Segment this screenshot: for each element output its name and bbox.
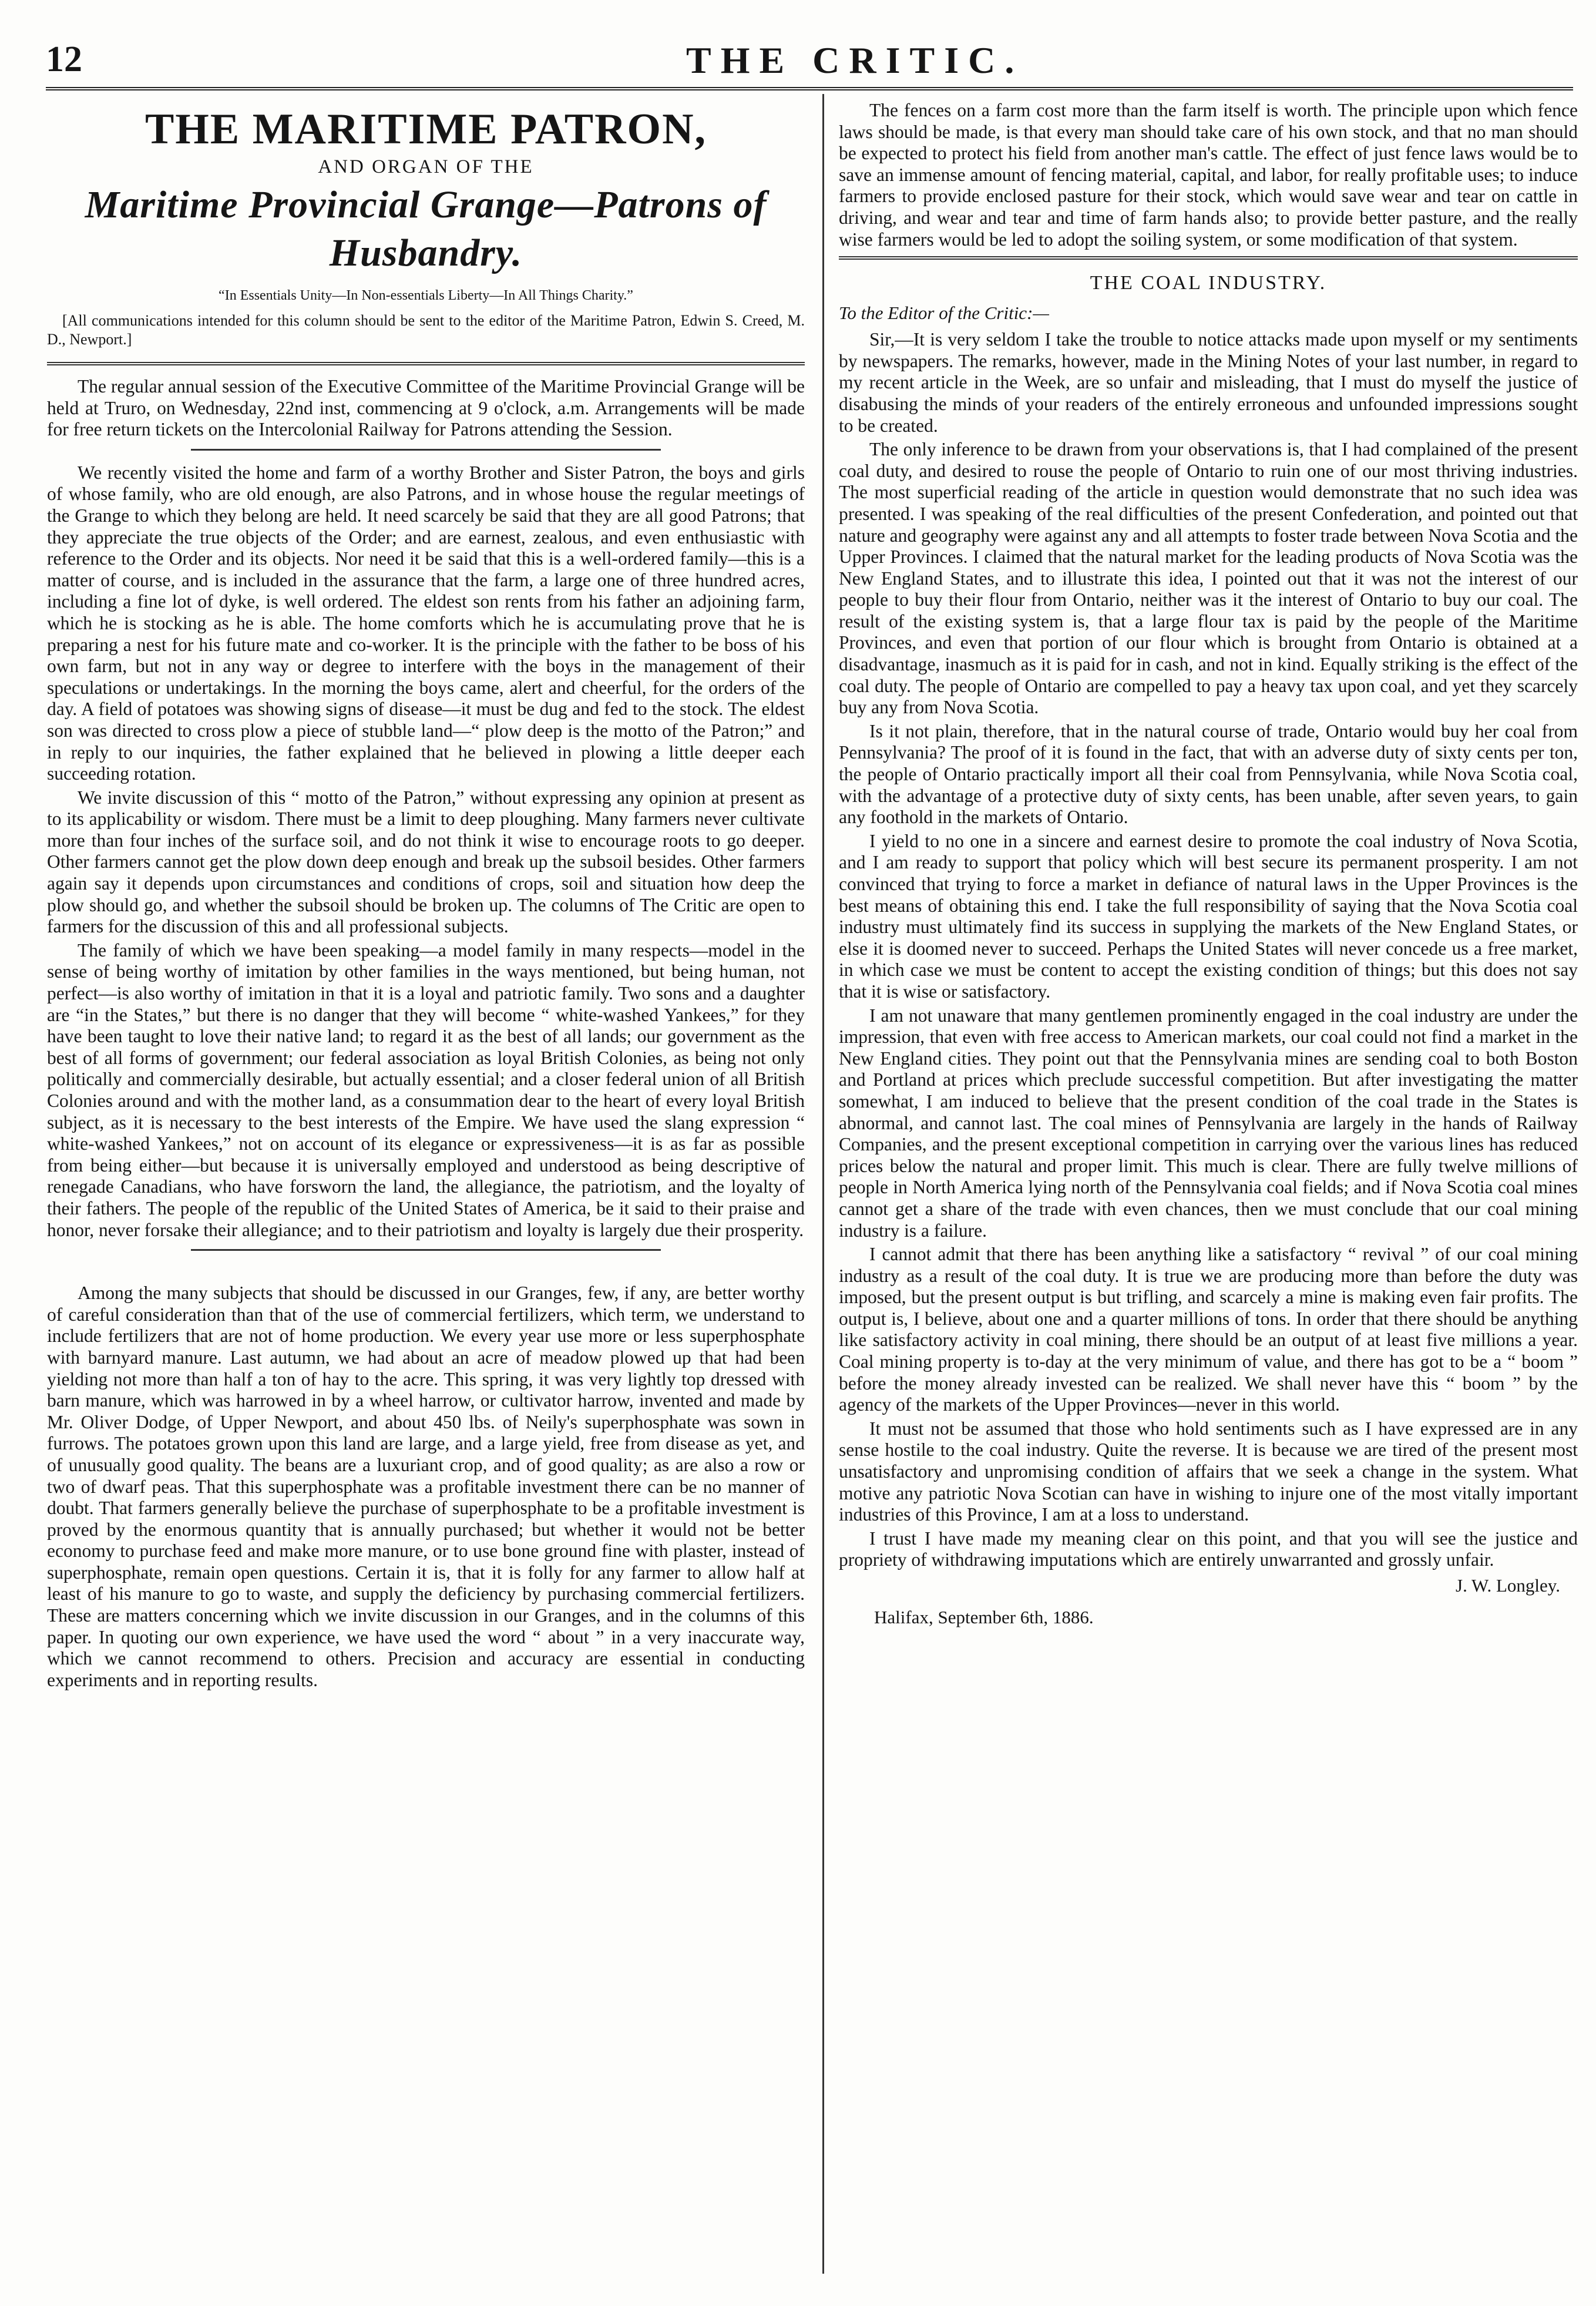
coal-industry-title: THE COAL INDUSTRY. (1090, 272, 1327, 294)
patron-subtitle: AND ORGAN OF THE (318, 156, 534, 177)
page-number: 12 (46, 39, 82, 79)
spacer (47, 1263, 805, 1283)
letter-paragraph: I am not unaware that many gentlemen prominently engaged in the coal industry are under the impression, that even with free access to American markets, our coal could not find a market in the New England cities. They point out that the Pennsylvania mines are sending coal to both Boston and Portland at prices which preclude successful competition. But after investigating the matter somewhat, I am induced to believe that the present condition of the coal trade in the States is abnormal, and cannot last. The coal mines of Pennsylvania are largely in the hands of Railway Companies, and the present exceptional competition in carrying over the various lines has reduced prices below the natural and proper limit. This much is clear. There are fully twelve millions of people in North America lying north of the Pennsylvania coal fields; and if Nova Scotia coal mines cannot get a share of the trade with even chances, then we must conclude that our coal mining industry is a failure. (839, 1005, 1578, 1241)
section-rule (47, 362, 805, 365)
article-paragraph: The family of which we have been speaking—a model family in many respects—model in the sense of being worthy of imitation by other families in the ways mentioned, but being human, not perfect—is also worthy of imitation in that it is a loyal and patriotic family. Two sons and a daughter are “in the States,” but there is no danger that they will become “ white-washed Yankees,” for they have been taught to love their native land; to regard it as the best of all lands; our government as the best of all forms of government; our federal association as loyal British Colonies, as being not only politically and commercially desirable, but actually essential; and a closer federal union of all British Colonies around and with the mother land, as a consummation dear to the heart of every loyal British subject, as it is necessary to the best interests of the Empire. We have used the slang expression “ white-washed Yankees,” not on account of its elegance or expressiveness—it is as far as possible from being either—but because it is universally employed and understood as being descriptive of renegade Canadians, who have forsworn the land, the allegiance, the patriotism, and the loyalty of their fathers. The people of the republic of the United States of America, be it said to their praise and honor, never forsake their allegiance; and to their patriotism and loyalty is largely due their prosperity. (47, 939, 805, 1240)
letter-paragraph: Is it not plain, therefore, that in the natural course of trade, Ontario would buy her coal from Pennsylvania? The proof of it is found in the fact, that with an adverse duty of sixty cents per ton, the people of Ontario practically import all their coal from Pennsylvania, while Nova Scotia coal, with the advantage of a protective duty of sixty cents, has been unable, after seven years, to gain any foothold in the markets of Ontario. (839, 720, 1578, 828)
letter-signature: J. W. Longley. (1456, 1575, 1560, 1596)
article-paragraph: We recently visited the home and farm of a worthy Brother and Sister Patron, the boys and girls of whose family, who are old enough, are also Patrons, and in whose house the regular meetings of the Grange to which they belong are held. It need scarcely be said that they are all good Patrons; that they appreciate the true objects of the Order; and are earnest, zealous, and even enthusiastic with reference to the Order and its objects. Nor need it be said that this is a well-ordered family—this is a matter of course, and is included in the assurance that the farm, a large one of three hundred acres, including a fine lot of dyke, is well ordered. The eldest son rents from his father an adjoining farm, which he is stocking as he is able. The home comforts which he is accumulating prove that he is preparing a nest for his future mate and co-worker. It is the principle with the father to be boss of his own farm, but not in any way or degree to interfere with the boys in the management of their speculations or undertakings. In the morning the boys came, alert and cheerful, for the orders of the day. A field of potatoes was showing signs of disease—it must be dug and fed to the stock. The eldest son was directed to cross plow a piece of stubble land—“ plow deep is the motto of the Patron;” and in reply to our inquiries, the father explained that he believed in plowing a little deeper each succeeding rotation. (47, 462, 805, 784)
letter-paragraph: I trust I have made my meaning clear on this point, and that you will see the justice and propriety of withdrawing imputations which are entirely unwarranted and grossly unfair. (839, 1528, 1578, 1570)
patron-gothic-title: Maritime Provincial Grange—Patrons of Husbandry. (85, 183, 767, 274)
section-rule (839, 256, 1578, 260)
patron-title: THE MARITIME PATRON, (145, 105, 707, 153)
patron-editor-note: [All communications intended for this column should be sent to the editor of the Maritime Patron, Edwin S. Creed, M. D., Newport.] (47, 312, 805, 348)
left-column (47, 100, 805, 1693)
article-paragraph: Among the many subjects that should be discussed in our Granges, few, if any, are better worthy of careful consideration than that of the use of commercial fertilizers, which term, we understand to include fertilizers that are not of home production. We every year use more or less superphosphate with barnyard manure. Last autumn, we had about an acre of meadow plowed up that had been yielding not more than half a ton of hay to the acre. This spring, it was very lightly top dressed with barn manure, which was harrowed in by a wheel harrow, or cultivator harrow, invented and made by Mr. Oliver Dodge, of Upper Newport, and about 450 lbs. of Neily's superphosphate was sown in furrows. The potatoes grown upon this land are large, and a large yield, free from disease as yet, and of unusually good quality. The beans are a luxuriant crop, and of good quality; as are also a row or two of dwarf peas. That this superphosphate was a profitable investment there can be no manner of doubt. That farmers generally believe the purchase of superphosphate to be a profitable investment is proved by the enormous quantity that is annually purchased; but whether it would not be better economy to purchase feed and make more manure, or to use bone ground fine with plaster, instead of superphosphate, remain open questions. Certain it is, that it is folly for any farmer to allow half at least of his manure to go to waste, and supply the deficiency by purchasing commercial fertilizers. These are matters concerning which we invite discussion in our Granges, and in the columns of this paper. In quoting our own experience, we have used the word “ about ” in a very inaccurate way, which we cannot recommend to others. Precision and accuracy are essential in conducting experiments and in reporting results. (47, 1283, 805, 1690)
header-rule (46, 87, 1573, 90)
page-header (46, 34, 1573, 83)
masthead: THE CRITIC. (686, 39, 1024, 81)
letter-salutation: To the Editor of the Critic:— (839, 303, 1049, 324)
letter-paragraph: I cannot admit that there has been anything like a satisfactory “ revival ” of our coal mining industry as a result of the coal duty. It is true we are producing more than before the duty was imposed, but the present output is but trifling, and scarcely a mine is making even fair profits. The output is, I believe, about one and a quarter millions of tons. In order that there should be anything like satisfactory activity in coal mining, there should be an output of at least five millions a year. Coal mining property is to-day at the very minimum of value, and there has got to be a “ boom ” before the money already invested can be realized. We shall never have this “ boom ” by the agency of the markets of the Upper Provinces—never in this world. (839, 1244, 1578, 1415)
column-divider (822, 94, 824, 2274)
letter-place-date: Halifax, September 6th, 1886. (874, 1607, 1094, 1627)
article-paragraph: We invite discussion of this “ motto of the Patron,” without expressing any opinion at present as to its applicability or wisdom. There must be a limit to deep ploughing. Many farmers never cultivate more than four inches of the surface soil, and do not think it wise to encourage roots to go deeper. Other farmers cannot get the plow down deep enough and break up the subsoil besides. Other farmers again say it depends upon circumstances and conditions of crops, soil and situation how deep the plow should go, and whether the subsoil should be broken up. The columns of The Critic are open to farmers for the discussion of this and all professional subjects. (47, 787, 805, 937)
right-column (839, 100, 1578, 1629)
article-paragraph: The regular annual session of the Executive Committee of the Maritime Provincial Grange will be held at Truro, on Wednesday, 22nd inst, commencing at 9 o'clock, a.m. Arrangements will be made for free return tickets on the Intercolonial Railway for Patrons attending the Session. (47, 376, 805, 440)
letter-paragraph: The only inference to be drawn from your observations is, that I had complained of the present coal duty, and desired to rouse the people of Ontario to ruin one of our most thriving industries. The most superficial reading of the article in question would demonstrate that no such idea was presented. I was speaking of the real difficulties of the present Confederation, and pointed out that nature and geography were against any and all attempts to foster trade between Nova Scotia and the Upper Provinces. I claimed that the natural market for the leading products of Nova Scotia was the New England States, and to illustrate this idea, I pointed out that it was not the interest of our people to buy their flour from Ontario, neither was it the interest of Ontario to buy our coal. The result of the existing system is, that a large flour tax is paid by the people of the Maritime Provinces, and even that portion of our flour which is brought from Ontario is obtained at a disadvantage, inasmuch as it is paid for in cash, and not in kind. Equally striking is the effect of the coal duty. The people of Ontario are compelled to pay a heavy tax upon coal, and yet they scarcely buy any from Nova Scotia. (839, 439, 1578, 718)
short-rule (191, 449, 661, 451)
letter-paragraph: Sir,—It is very seldom I take the trouble to notice attacks made upon myself or my sentiments by newspapers. The remarks, however, made in the Mining Notes of your last number, in regard to my recent article in the Week, are so unfair and misleading, that I must do myself the justice of disabusing the minds of your readers of the entirely erroneous and unfounded impressions sought to be created. (839, 329, 1578, 436)
letter-paragraph: I yield to no one in a sincere and earnest desire to promote the coal industry of Nova Scotia, and I am ready to support that policy which will best secure its permanent prosperity. I am not convinced that trying to force a market in defiance of natural laws in the Upper Provinces is the best means of obtaining this end. I take the full responsibility of saying that the Nova Scotia coal industry must ultimately find its success in supplying the markets of the New England States, or else it is doomed never to succeed. Perhaps the United States will never concede us a free market, in which case we must be content to accept the existing condition of things; but this does not say that it is wise or satisfactory. (839, 830, 1578, 1002)
letter-paragraph: It must not be assumed that those who hold sentiments such as I have expressed are in any sense hostile to the coal industry. Quite the reverse. It is because we are tired of the present most unsatisfactory and unpromising condition of affairs that we seek a change in the system. What motive any patriotic Nova Scotian can have in wishing to injure one of the most vitally important industries of this Province, I am at a loss to understand. (839, 1418, 1578, 1525)
patron-motto: “In Essentials Unity—In Non-essentials Liberty—In All Things Charity.” (219, 288, 633, 303)
fence-paragraph: The fences on a farm cost more than the farm itself is worth. The principle upon which fence laws should be made, is that every man should take care of his own stock, and that no man should be expected to protect his field from another man's cattle. The effect of just fence laws would be to save an immense amount of fencing material, capital, and labor, for really profitable uses; to induce farmers to provide enclosed pasture for their stock, which would save wear and tear on cattle in driving, and wear and tear and time of farm hands also; to provide better pasture, and the really wise farmers would be led to adopt the soiling system, or some modification of that system. (839, 100, 1578, 250)
short-rule (191, 1249, 661, 1251)
